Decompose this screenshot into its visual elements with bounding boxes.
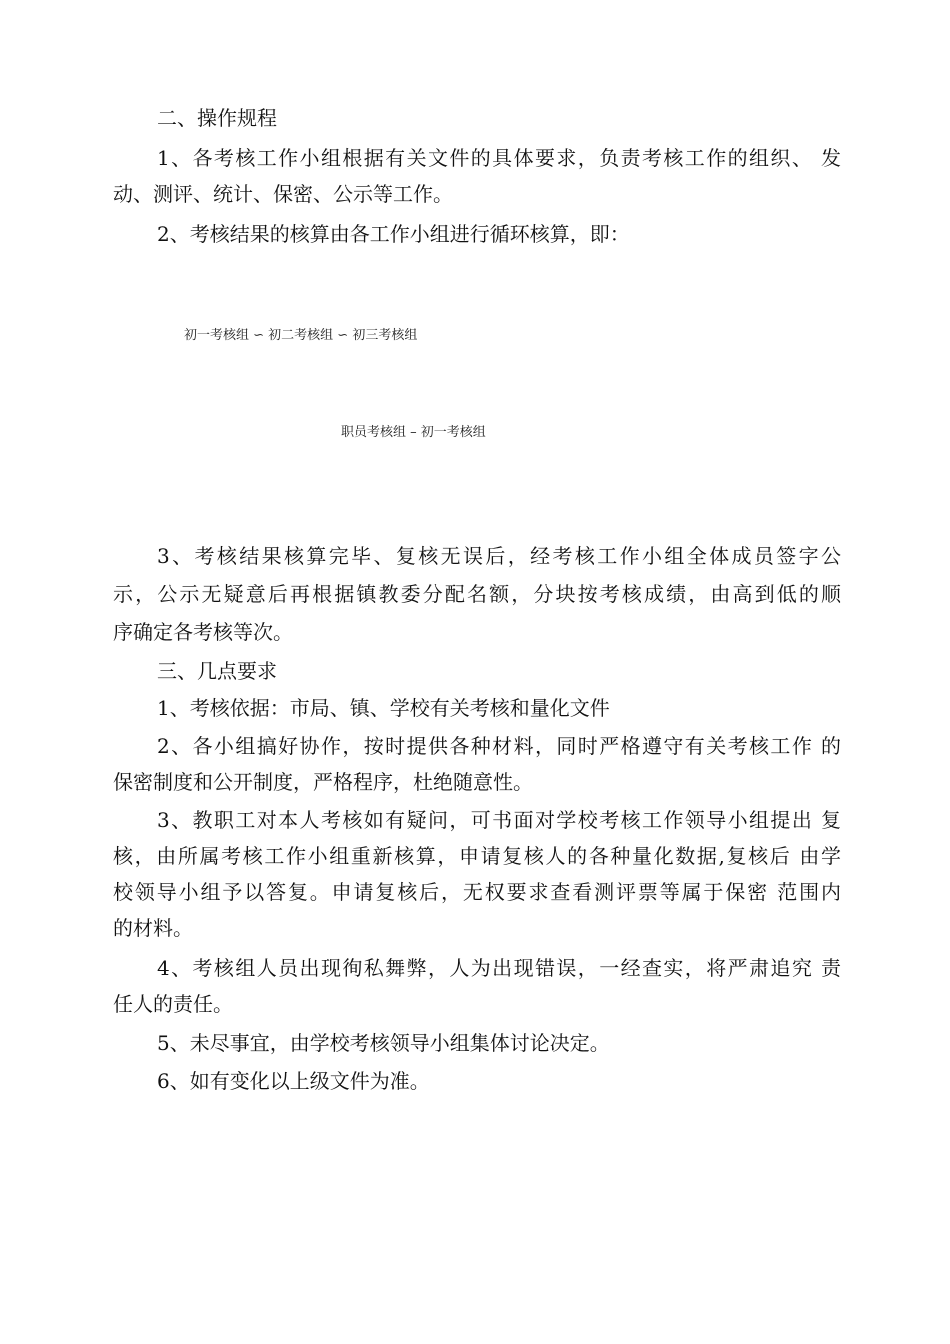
procedure-item-2: 2、考核结果的核算由各工作小组进行循环核算，即： — [157, 222, 630, 246]
procedure-item-3-line-3: 序确定各考核等次。 — [113, 620, 293, 644]
requirement-item-3-line-3: 校领导小组予以答复。申请复核后，无权要求查看测评票等属于保密 范围内 — [113, 880, 841, 904]
cycle-diagram-row-1: 初一考核组 ∽ 初二考核组 ∽ 初三考核组 — [184, 328, 418, 343]
requirement-item-6: 6、如有变化以上级文件为准。 — [157, 1069, 430, 1093]
section-heading-procedures: 二、操作规程 — [157, 106, 277, 130]
procedure-item-1-line-1: 1、各考核工作小组根据有关文件的具体要求，负责考核工作的组织、 发 — [157, 146, 841, 170]
requirement-item-1: 1、考核依据：市局、镇、学校有关考核和量化文件 — [157, 696, 610, 720]
requirement-item-3-line-4: 的材料。 — [113, 916, 193, 940]
requirement-item-5: 5、未尽事宜，由学校考核领导小组集体讨论决定。 — [157, 1031, 610, 1055]
cycle-diagram-row-2: 职员考核组 – 初一考核组 — [341, 425, 486, 440]
requirement-item-4-line-2: 任人的责任。 — [113, 992, 233, 1016]
procedure-item-1-line-2: 动、测评、统计、保密、公示等工作。 — [113, 182, 453, 206]
requirement-item-2-line-2: 保密制度和公开制度，严格程序，杜绝随意性。 — [113, 770, 533, 794]
requirement-item-2-line-1: 2、各小组搞好协作，按时提供各种材料，同时严格遵守有关考核工作 的 — [157, 734, 841, 758]
requirement-item-3-line-2: 核，由所属考核工作小组重新核算，申请复核人的各种量化数据,复核后 由学 — [113, 844, 841, 868]
requirement-item-3-line-1: 3、教职工对本人考核如有疑问，可书面对学校考核工作领导小组提出 复 — [157, 808, 841, 832]
requirement-item-4-line-1: 4、考核组人员出现徇私舞弊，人为出现错误，一经查实，将严肃追究 责 — [157, 956, 841, 980]
procedure-item-3-line-2: 示，公示无疑意后再根据镇教委分配名额，分块按考核成绩，由高到低的顺 — [113, 582, 841, 606]
section-heading-requirements: 三、几点要求 — [157, 659, 277, 683]
procedure-item-3-line-1: 3、考核结果核算完毕、复核无误后，经考核工作小组全体成员签字公 — [157, 544, 841, 568]
